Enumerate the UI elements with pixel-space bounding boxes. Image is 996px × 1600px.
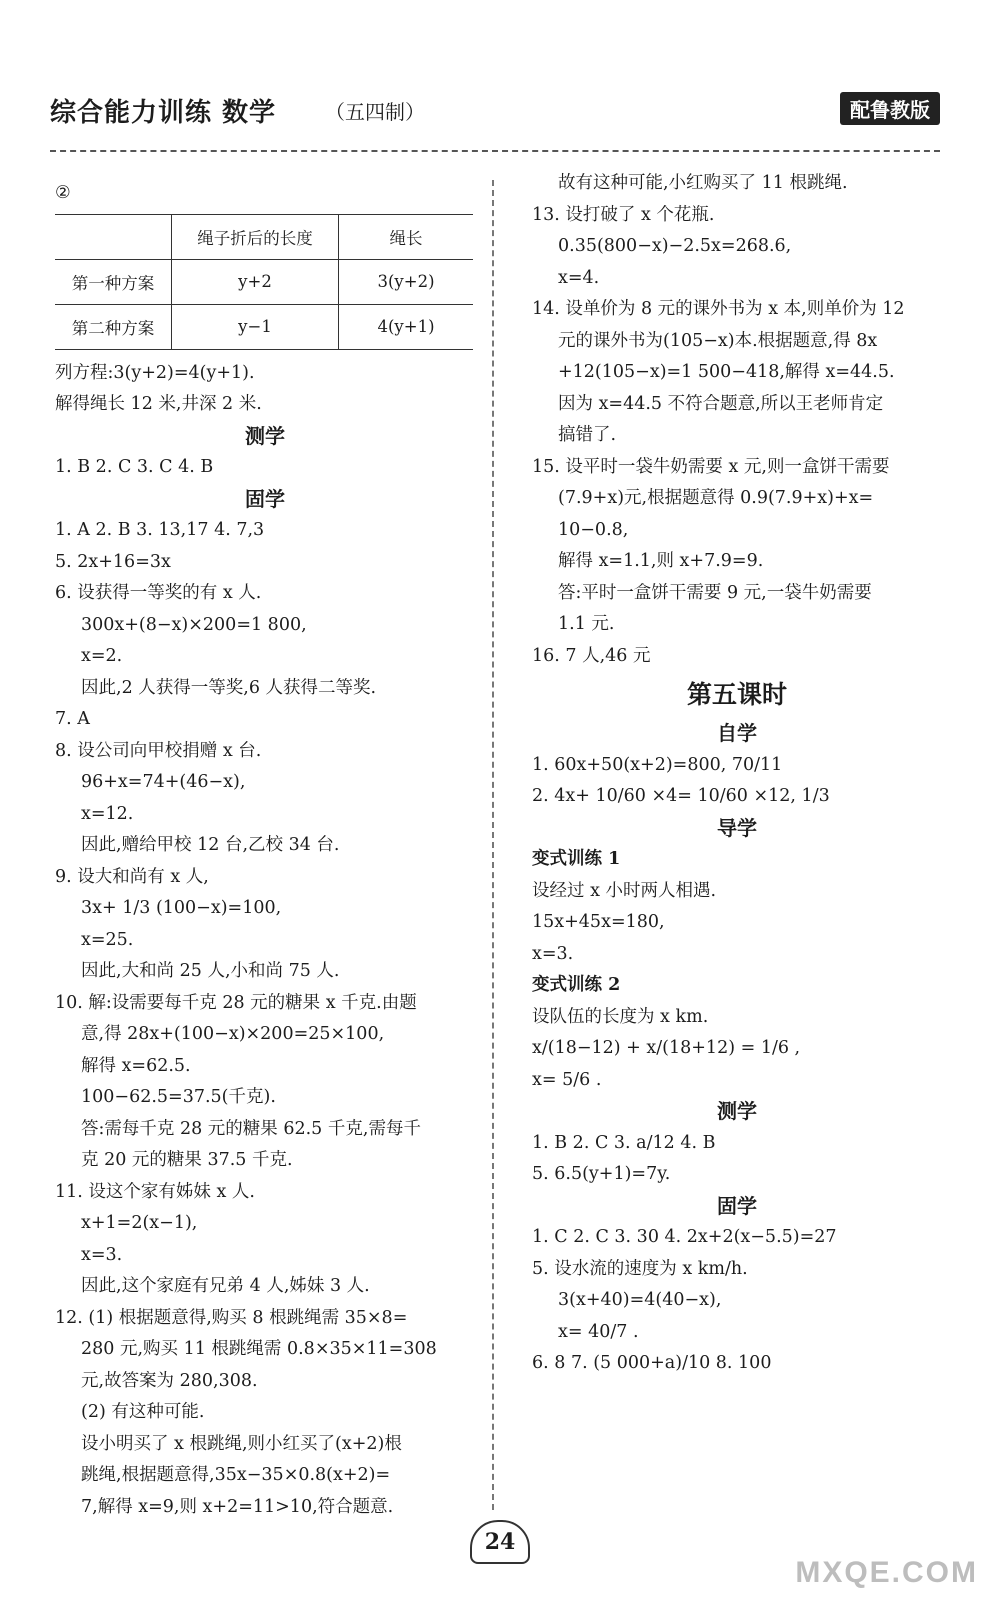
text-line: 因此,2 人获得一等奖,6 人获得二等奖. (81, 677, 377, 698)
text-line: 1.1 元. (558, 614, 615, 634)
text-line: 5. 2x+16=3x (55, 551, 171, 572)
watermark: MXQE.COM (795, 1556, 978, 1589)
text-line: 意,得 28x+(100−x)×200=25×100, (81, 1024, 385, 1044)
text-line: 96+x=74+(46−x), (81, 772, 246, 792)
text-line: 3x+ 1/3 (100−x)=100, (81, 898, 282, 918)
text-line: 1. B 2. C 3. a/12 4. B (532, 1132, 716, 1153)
text-line: x= 40/7 . (558, 1321, 639, 1342)
subheading-variant-2: 变式训练 2 (532, 975, 621, 995)
text-line: +12(105−x)=1 500−418,解得 x=44.5. (558, 362, 895, 382)
text-line: 3(x+40)=4(40−x), (558, 1290, 722, 1310)
table-row (55, 304, 473, 349)
text-line: 14. 设单价为 8 元的课外书为 x 本,则单价为 12 (532, 299, 905, 319)
text-line: 因为 x=44.5 不符合题意,所以王老师肯定 (558, 393, 884, 414)
text-line: 设经过 x 小时两人相遇. (532, 880, 717, 901)
text-line: 2. 4x+ 10/60 ×4= 10/60 ×12, 1/3 (532, 786, 830, 806)
text-line: 7,解得 x=9,则 x+2=11>10,符合题意. (81, 1496, 394, 1517)
text-line: 因此,这个家庭有兄弟 4 人,姊妹 3 人. (81, 1276, 370, 1296)
text-line: 因此,赠给甲校 12 台,乙校 34 台. (81, 835, 340, 855)
text-line: x/(18−12) + x/(18+12) = 1/6 , (532, 1038, 801, 1058)
table-cell: 绳长 (339, 214, 474, 259)
table-header-row (55, 214, 473, 259)
text-line: x=4. (558, 267, 600, 288)
text-line: 故有这种可能,小红购买了 11 根跳绳. (558, 173, 848, 193)
text-line: x=3. (532, 943, 574, 964)
text-line: 列方程:3(y+2)=4(y+1). (55, 362, 255, 383)
table-cell: 4(y+1) (339, 304, 474, 349)
text-line: 300x+(8−x)×200=1 800, (81, 614, 307, 635)
text-line: 16. 7 人,46 元 (532, 645, 651, 666)
text-line: 跳绳,根据题意得,35x−35×0.8(x+2)= (81, 1465, 391, 1485)
table-row (55, 259, 473, 304)
text-line: 12. (1) 根据题意得,购买 8 根跳绳需 35×8= (55, 1307, 408, 1328)
section-heading-guxue: 固学 (245, 486, 285, 511)
text-line: 解得 x=62.5. (81, 1055, 191, 1076)
text-line: 100−62.5=37.5(千克). (81, 1087, 276, 1107)
text-line: 搞错了. (558, 425, 617, 445)
text-line: 15x+45x=180, (532, 912, 665, 932)
text-line: 解得 x=1.1,则 x+7.9=9. (558, 551, 764, 571)
text-line: 解得绳长 12 米,井深 2 米. (55, 394, 262, 414)
text-line: 6. 设获得一等奖的有 x 人. (55, 583, 262, 603)
text-line: 1. C 2. C 3. 30 4. 2x+2(x−5.5)=27 (532, 1227, 837, 1247)
table-cell: 绳子折后的长度 (172, 214, 339, 259)
table-cell: 第一种方案 (55, 259, 172, 304)
table-cell: y+2 (172, 259, 339, 304)
text-line: 10. 解:设需要每千克 28 元的糖果 x 千克.由题 (55, 992, 417, 1013)
text-line: x+1=2(x−1), (81, 1213, 198, 1233)
edition-badge: 配鲁教版 (840, 92, 940, 125)
text-line: x=3. (81, 1244, 123, 1265)
text-line: x=12. (81, 803, 134, 824)
text-line: 0.35(800−x)−2.5x=268.6, (558, 236, 792, 256)
text-line: 1. A 2. B 3. 13,17 4. 7,3 (55, 520, 265, 540)
text-line: 9. 设大和尚有 x 人, (55, 866, 209, 887)
text-line: 答:需每千克 28 元的糖果 62.5 千克,需每千 (81, 1118, 421, 1139)
page-number: 24 (470, 1520, 530, 1564)
rope-table (55, 214, 473, 350)
section-heading-daoxue: 导学 (717, 815, 757, 840)
text-line: 280 元,购买 11 根跳绳需 0.8×35×11=308 (81, 1339, 437, 1359)
left-column (55, 178, 475, 1523)
text-line: 因此,大和尚 25 人,小和尚 75 人. (81, 961, 340, 981)
section-heading-cexue: 测学 (717, 1099, 757, 1123)
header-title: 综合能力训练 数学 (50, 98, 277, 128)
text-line: 8. 设公司向甲校捐赠 x 台. (55, 740, 262, 761)
text-line: 11. 设这个家有姊妹 x 人. (55, 1181, 255, 1202)
text-line: 设小明买了 x 根跳绳,则小红买了(x+2)根 (81, 1433, 402, 1454)
text-line: x=2. (81, 646, 123, 666)
table-cell: 第二种方案 (55, 304, 172, 349)
text-line: (2) 有这种可能. (81, 1402, 205, 1422)
header-divider (50, 150, 940, 152)
text-line: 7. A (55, 709, 90, 729)
text-line: x=25. (81, 929, 134, 950)
text-line: 答:平时一盒饼干需要 9 元,一袋牛奶需要 (558, 582, 872, 603)
text-line: (7.9+x)元,根据题意得 0.9(7.9+x)+x= (558, 488, 874, 508)
header-edition: （五四制） (325, 100, 425, 124)
text-line: 克 20 元的糖果 37.5 千克. (81, 1150, 293, 1170)
page-header (50, 92, 940, 128)
text-line: 10−0.8, (558, 519, 629, 540)
lesson-heading: 第五课时 (686, 680, 787, 709)
section-heading-cexue: 测学 (245, 423, 285, 448)
text-line: 元,故答案为 280,308. (81, 1370, 258, 1391)
item-label: ② (55, 183, 71, 203)
text-line: 5. 6.5(y+1)=7y. (532, 1164, 671, 1184)
text-line: 6. 8 7. (5 000+a)/10 8. 100 (532, 1353, 772, 1373)
text-line: 15. 设平时一袋牛奶需要 x 元,则一盒饼干需要 (532, 456, 890, 477)
table-cell (55, 214, 172, 259)
text-line: 1. 60x+50(x+2)=800, 70/11 (532, 754, 783, 775)
column-divider (492, 180, 494, 1510)
page-number-badge (470, 1520, 530, 1580)
subheading-variant-1: 变式训练 1 (532, 849, 621, 869)
text-line: 设队伍的长度为 x km. (532, 1006, 709, 1027)
text-line: x= 5/6 . (532, 1069, 602, 1090)
right-column (532, 168, 942, 1380)
text-line: 13. 设打破了 x 个花瓶. (532, 204, 715, 225)
section-heading-guxue: 固学 (717, 1193, 757, 1218)
text-line: 元的课外书为(105−x)本.根据题意,得 8x (558, 330, 878, 351)
table-cell: 3(y+2) (339, 259, 474, 304)
text-line: 1. B 2. C 3. C 4. B (55, 457, 214, 477)
section-heading-zixue: 自学 (717, 721, 757, 745)
text-line: 5. 设水流的速度为 x km/h. (532, 1258, 748, 1279)
table-cell: y−1 (172, 304, 339, 349)
